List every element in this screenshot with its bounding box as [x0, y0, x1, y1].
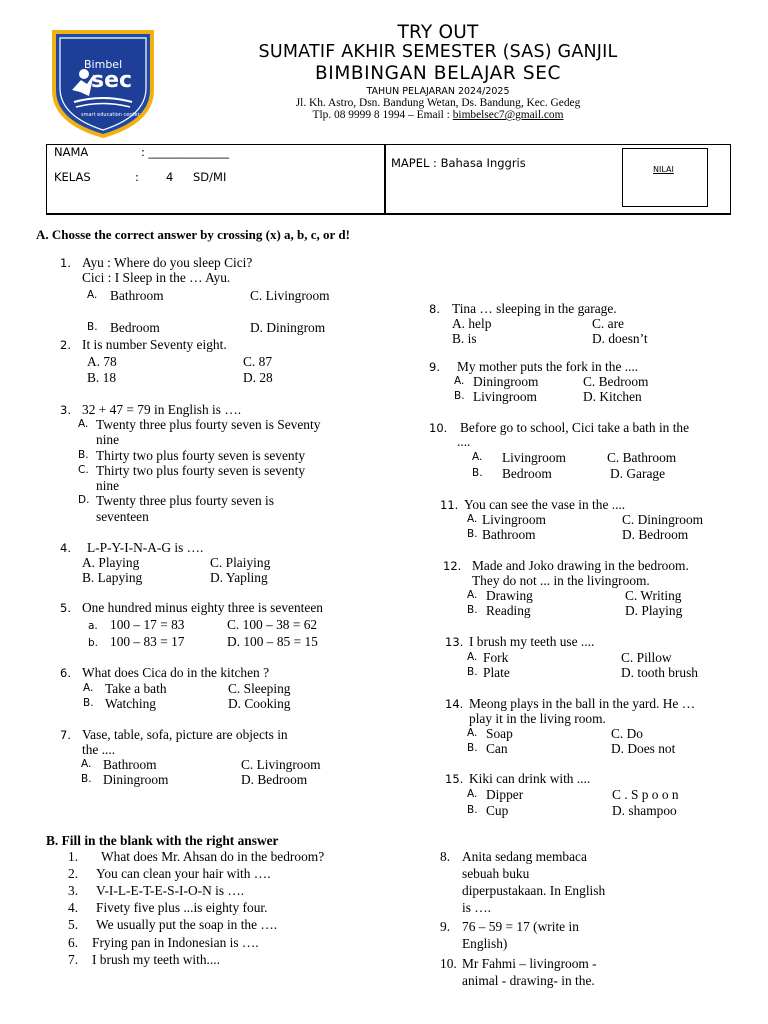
nilai-box [622, 148, 708, 207]
option-letter[interactable]: A. [467, 651, 478, 663]
question-text: Ayu : Where do you sleep Cici? [82, 255, 253, 270]
option-text[interactable]: C. Plaiying [210, 555, 271, 570]
list-item [68, 866, 78, 881]
option-text[interactable]: D. Bedroom [241, 772, 308, 787]
header-address: Jl. Kh. Astro, Dsn. Bandung Wetan, Ds. Bandung, Kec. Gedeg [295, 97, 581, 109]
header-email-link[interactable]: bimbelsec7@gmail.com [452, 109, 564, 121]
option-letter[interactable]: D. [78, 494, 90, 506]
item-number: 5. [68, 917, 79, 932]
nama-label: NAMA [54, 145, 89, 159]
option-letter[interactable]: B. [78, 449, 89, 461]
option-text[interactable]: Twenty three plus fourty seven is Seventy [96, 417, 321, 432]
question-text: .... [457, 434, 471, 449]
option-letter[interactable]: B. [87, 321, 98, 333]
logo-main-text: sec [91, 68, 133, 93]
option-letter[interactable]: A. [467, 513, 478, 525]
fill-question-text: is …. [462, 900, 492, 915]
question-number: 3. [60, 403, 71, 417]
section-a-title: A. Chosse the correct answer by crossing (x) a, b, c, or d! [36, 227, 350, 242]
option-letter[interactable]: b. [88, 637, 99, 649]
option-text[interactable]: A. Playing [82, 555, 140, 570]
option-text[interactable]: D. Garage [610, 466, 666, 481]
header-title-1: TRY OUT [397, 22, 479, 43]
option-text[interactable]: Bathroom [110, 288, 164, 303]
option-text[interactable]: Diningroom [473, 374, 539, 389]
option-text[interactable]: D. shampoo [612, 803, 677, 818]
option-text[interactable]: 100 – 83 = 17 [110, 634, 185, 649]
option-letter[interactable]: A. [472, 451, 483, 463]
option-text[interactable]: seventeen [96, 509, 149, 524]
section-b-title: B. Fill in the blank with the right answer [46, 833, 279, 848]
option-text[interactable]: Bathroom [103, 757, 157, 772]
option-text[interactable]: Bathroom [482, 527, 536, 542]
option-text[interactable]: B. Lapying [82, 570, 143, 585]
question-text: the .... [82, 742, 116, 757]
nama-field[interactable]: : ______________ [141, 145, 230, 159]
option-text[interactable]: Livingroom [502, 450, 566, 465]
option-text[interactable]: C. Do [611, 726, 643, 741]
list-item [68, 917, 78, 932]
option-letter[interactable]: B. [81, 773, 92, 785]
question-number: 5. [60, 601, 71, 615]
fill-question-text: V-I-L-E-T-E-S-I-O-N is …. [96, 883, 245, 898]
option-text[interactable]: Livingroom [482, 512, 546, 527]
option-letter[interactable]: B. [472, 467, 483, 479]
question-number: 8. [429, 302, 440, 316]
option-text[interactable]: Thirty two plus fourty seven is seventy [96, 448, 306, 463]
option-text[interactable]: D. Cooking [228, 696, 291, 711]
question-text: Cici : I Sleep in the … Ayu. [82, 270, 231, 285]
option-text[interactable]: D. Bedroom [622, 527, 689, 542]
question-number: 4. [60, 541, 71, 555]
header-phone: Tlp. 08 9999 8 1994 – Email : [312, 109, 453, 121]
option-text[interactable]: Plate [483, 665, 510, 680]
question-number: 11. [440, 498, 459, 512]
item-number: 4. [68, 900, 79, 915]
option-text[interactable]: 100 – 17 = 83 [110, 617, 185, 632]
option-text[interactable]: Reading [486, 603, 531, 618]
question-text: You can see the vase in the .... [464, 497, 626, 512]
option-text[interactable]: C. Livingroom [250, 288, 330, 303]
option-letter[interactable]: A. [78, 418, 89, 430]
item-number: 3. [68, 883, 79, 898]
fill-question-text: What does Mr. Ahsan do in the bedroom? [101, 849, 325, 864]
question-text: play it in the living room. [469, 711, 606, 726]
question-text: Meong plays in the ball in the yard. He … [469, 696, 696, 711]
option-letter[interactable]: A. [467, 727, 478, 739]
nilai-label: NILAI [653, 165, 674, 174]
option-text[interactable]: C. Writing [625, 588, 682, 603]
option-text[interactable]: nine [96, 432, 120, 447]
option-letter[interactable]: B. [83, 697, 94, 709]
option-text[interactable]: D. Yapling [210, 570, 268, 585]
option-text[interactable]: D. Playing [625, 603, 683, 618]
option-letter[interactable]: A. [87, 289, 98, 301]
option-text[interactable]: Livingroom [473, 389, 537, 404]
option-letter[interactable]: A. [467, 589, 478, 601]
fill-question-text: Fivety five plus ...is eighty four. [96, 900, 268, 915]
header-contact [0, 109, 768, 121]
option-letter[interactable]: a. [88, 620, 98, 632]
option-text[interactable]: D. doesn’t [592, 331, 648, 346]
fill-question-text: 76 – 59 = 17 (write in [462, 919, 579, 934]
question-number: 6. [60, 666, 71, 680]
logo-sub-text: smart education center [81, 112, 140, 118]
option-text[interactable]: D. Kitchen [583, 389, 642, 404]
fill-question-text: We usually put the soap in the …. [96, 917, 278, 932]
option-text[interactable]: A. help [452, 316, 492, 331]
option-text[interactable]: Fork [483, 650, 509, 665]
option-text[interactable]: Twenty three plus fourty seven is [96, 493, 274, 508]
fill-question-text: English) [462, 936, 508, 951]
option-letter[interactable]: A. [454, 375, 465, 387]
list-item [68, 849, 78, 864]
question-text: One hundred minus eighty three is seventeen [82, 600, 323, 615]
option-text[interactable]: C. 100 – 38 = 62 [227, 617, 318, 632]
option-text[interactable]: B. 18 [87, 370, 117, 385]
fill-question-text: I brush my teeth with.... [92, 952, 220, 967]
header-title-3: BIMBINGAN BELAJAR SEC [314, 63, 562, 84]
option-text[interactable]: Bedroom [502, 466, 552, 481]
option-text[interactable]: Bedroom [110, 320, 160, 335]
question-number: 12. [443, 559, 462, 573]
kelas-number: 4 [166, 170, 174, 184]
question-text: Before go to school, Cici take a bath in the [460, 420, 690, 435]
option-text[interactable]: B. is [452, 331, 477, 346]
option-text[interactable]: Dipper [486, 787, 524, 802]
item-number: 10. [440, 956, 457, 971]
question-number: 13. [445, 635, 464, 649]
question-number: 15. [445, 772, 464, 786]
question-text: They do not ... in the livingroom. [472, 573, 650, 588]
fill-question-text: Frying pan in Indonesian is …. [92, 935, 259, 950]
item-number: 9. [440, 919, 451, 934]
option-text[interactable]: C. Bathroom [607, 450, 677, 465]
list-item [68, 900, 78, 915]
question-text: 32 + 47 = 79 in English is …. [82, 402, 242, 417]
header-title-2: SUMATIF AKHIR SEMESTER (SAS) GANJIL [258, 42, 618, 62]
list-item [68, 952, 78, 967]
option-letter[interactable]: B. [467, 742, 478, 754]
item-number: 6. [68, 935, 79, 950]
question-text: It is number Seventy eight. [82, 337, 227, 352]
option-text[interactable]: Take a bath [105, 681, 167, 696]
option-text[interactable]: C. Diningroom [622, 512, 704, 527]
question-number: 14. [445, 697, 464, 711]
question-text: Made and Joko drawing in the bedroom. [472, 558, 689, 573]
list-item [68, 935, 78, 950]
option-text[interactable]: C. Livingroom [241, 757, 321, 772]
question-number: 10. [429, 421, 448, 435]
item-number: 7. [68, 952, 79, 967]
option-text[interactable]: Watching [105, 696, 156, 711]
option-letter[interactable]: B. [454, 390, 465, 402]
kelas-colon: : [135, 170, 139, 184]
option-letter[interactable]: B. [467, 604, 478, 616]
header-year: TAHUN PELAJARAN 2024/2025 [366, 86, 510, 97]
question-text: My mother puts the fork in the .... [457, 359, 639, 374]
option-letter[interactable]: A. [83, 682, 94, 694]
option-text[interactable]: Can [486, 741, 508, 756]
option-text[interactable]: Cup [486, 803, 509, 818]
option-text[interactable]: C. Sleeping [228, 681, 291, 696]
fill-question-text: sebuah buku [462, 866, 530, 881]
option-text[interactable]: C. are [592, 316, 624, 331]
question-text: I brush my teeth use .... [469, 634, 595, 649]
option-text[interactable]: C. Pillow [621, 650, 672, 665]
question-text: What does Cica do in the kitchen ? [82, 665, 270, 680]
option-text[interactable]: Thirty two plus fourty seven is seventy [96, 463, 306, 478]
fill-question-text: animal - drawing- in the. [462, 973, 595, 988]
item-number: 2. [68, 866, 79, 881]
option-text[interactable]: Diningroom [103, 772, 169, 787]
fill-question-text: Mr Fahmi – livingroom - [462, 956, 597, 971]
kelas-level: SD/MI [193, 170, 227, 184]
option-letter[interactable]: C. [78, 464, 89, 476]
option-letter[interactable]: B. [467, 666, 478, 678]
option-text[interactable]: C . S p o o n [612, 787, 679, 802]
question-text: Vase, table, sofa, picture are objects in [82, 727, 288, 742]
option-letter[interactable]: A. [81, 758, 92, 770]
option-text[interactable]: nine [96, 478, 120, 493]
option-letter[interactable]: B. [467, 528, 478, 540]
option-letter[interactable]: A. [467, 788, 478, 800]
option-text[interactable]: D. tooth brush [621, 665, 698, 680]
kelas-label: KELAS [54, 170, 91, 184]
option-text[interactable]: C. Bedroom [583, 374, 649, 389]
question-text: L-P-Y-I-N-A-G is …. [87, 540, 204, 555]
fill-question-text: Anita sedang membaca [462, 849, 587, 864]
fill-question-text: diperpustakaan. In English [462, 883, 606, 898]
option-text[interactable]: D. Diningrom [250, 320, 326, 335]
question-number: 9. [429, 360, 440, 374]
option-text[interactable]: A. 78 [87, 354, 117, 369]
option-text[interactable]: D. 100 – 85 = 15 [227, 634, 318, 649]
item-number: 1. [68, 849, 79, 864]
mapel-label: MAPEL : Bahasa Inggris [391, 156, 526, 170]
question-text: Kiki can drink with .... [469, 771, 591, 786]
question-number: 2. [60, 338, 71, 352]
option-text[interactable]: C. 87 [243, 354, 273, 369]
option-text[interactable]: D. 28 [243, 370, 273, 385]
question-number: 1. [60, 256, 71, 270]
option-text[interactable]: Soap [486, 726, 513, 741]
option-letter[interactable]: B. [467, 804, 478, 816]
option-text[interactable]: Drawing [486, 588, 533, 603]
list-item [68, 883, 78, 898]
item-number: 8. [440, 849, 451, 864]
question-number: 7. [60, 728, 71, 742]
question-text: Tina … sleeping in the garage. [452, 301, 617, 316]
fill-question-text: You can clean your hair with …. [96, 866, 271, 881]
option-text[interactable]: D. Does not [611, 741, 676, 756]
logo-top-text: Bimbel [84, 58, 123, 71]
